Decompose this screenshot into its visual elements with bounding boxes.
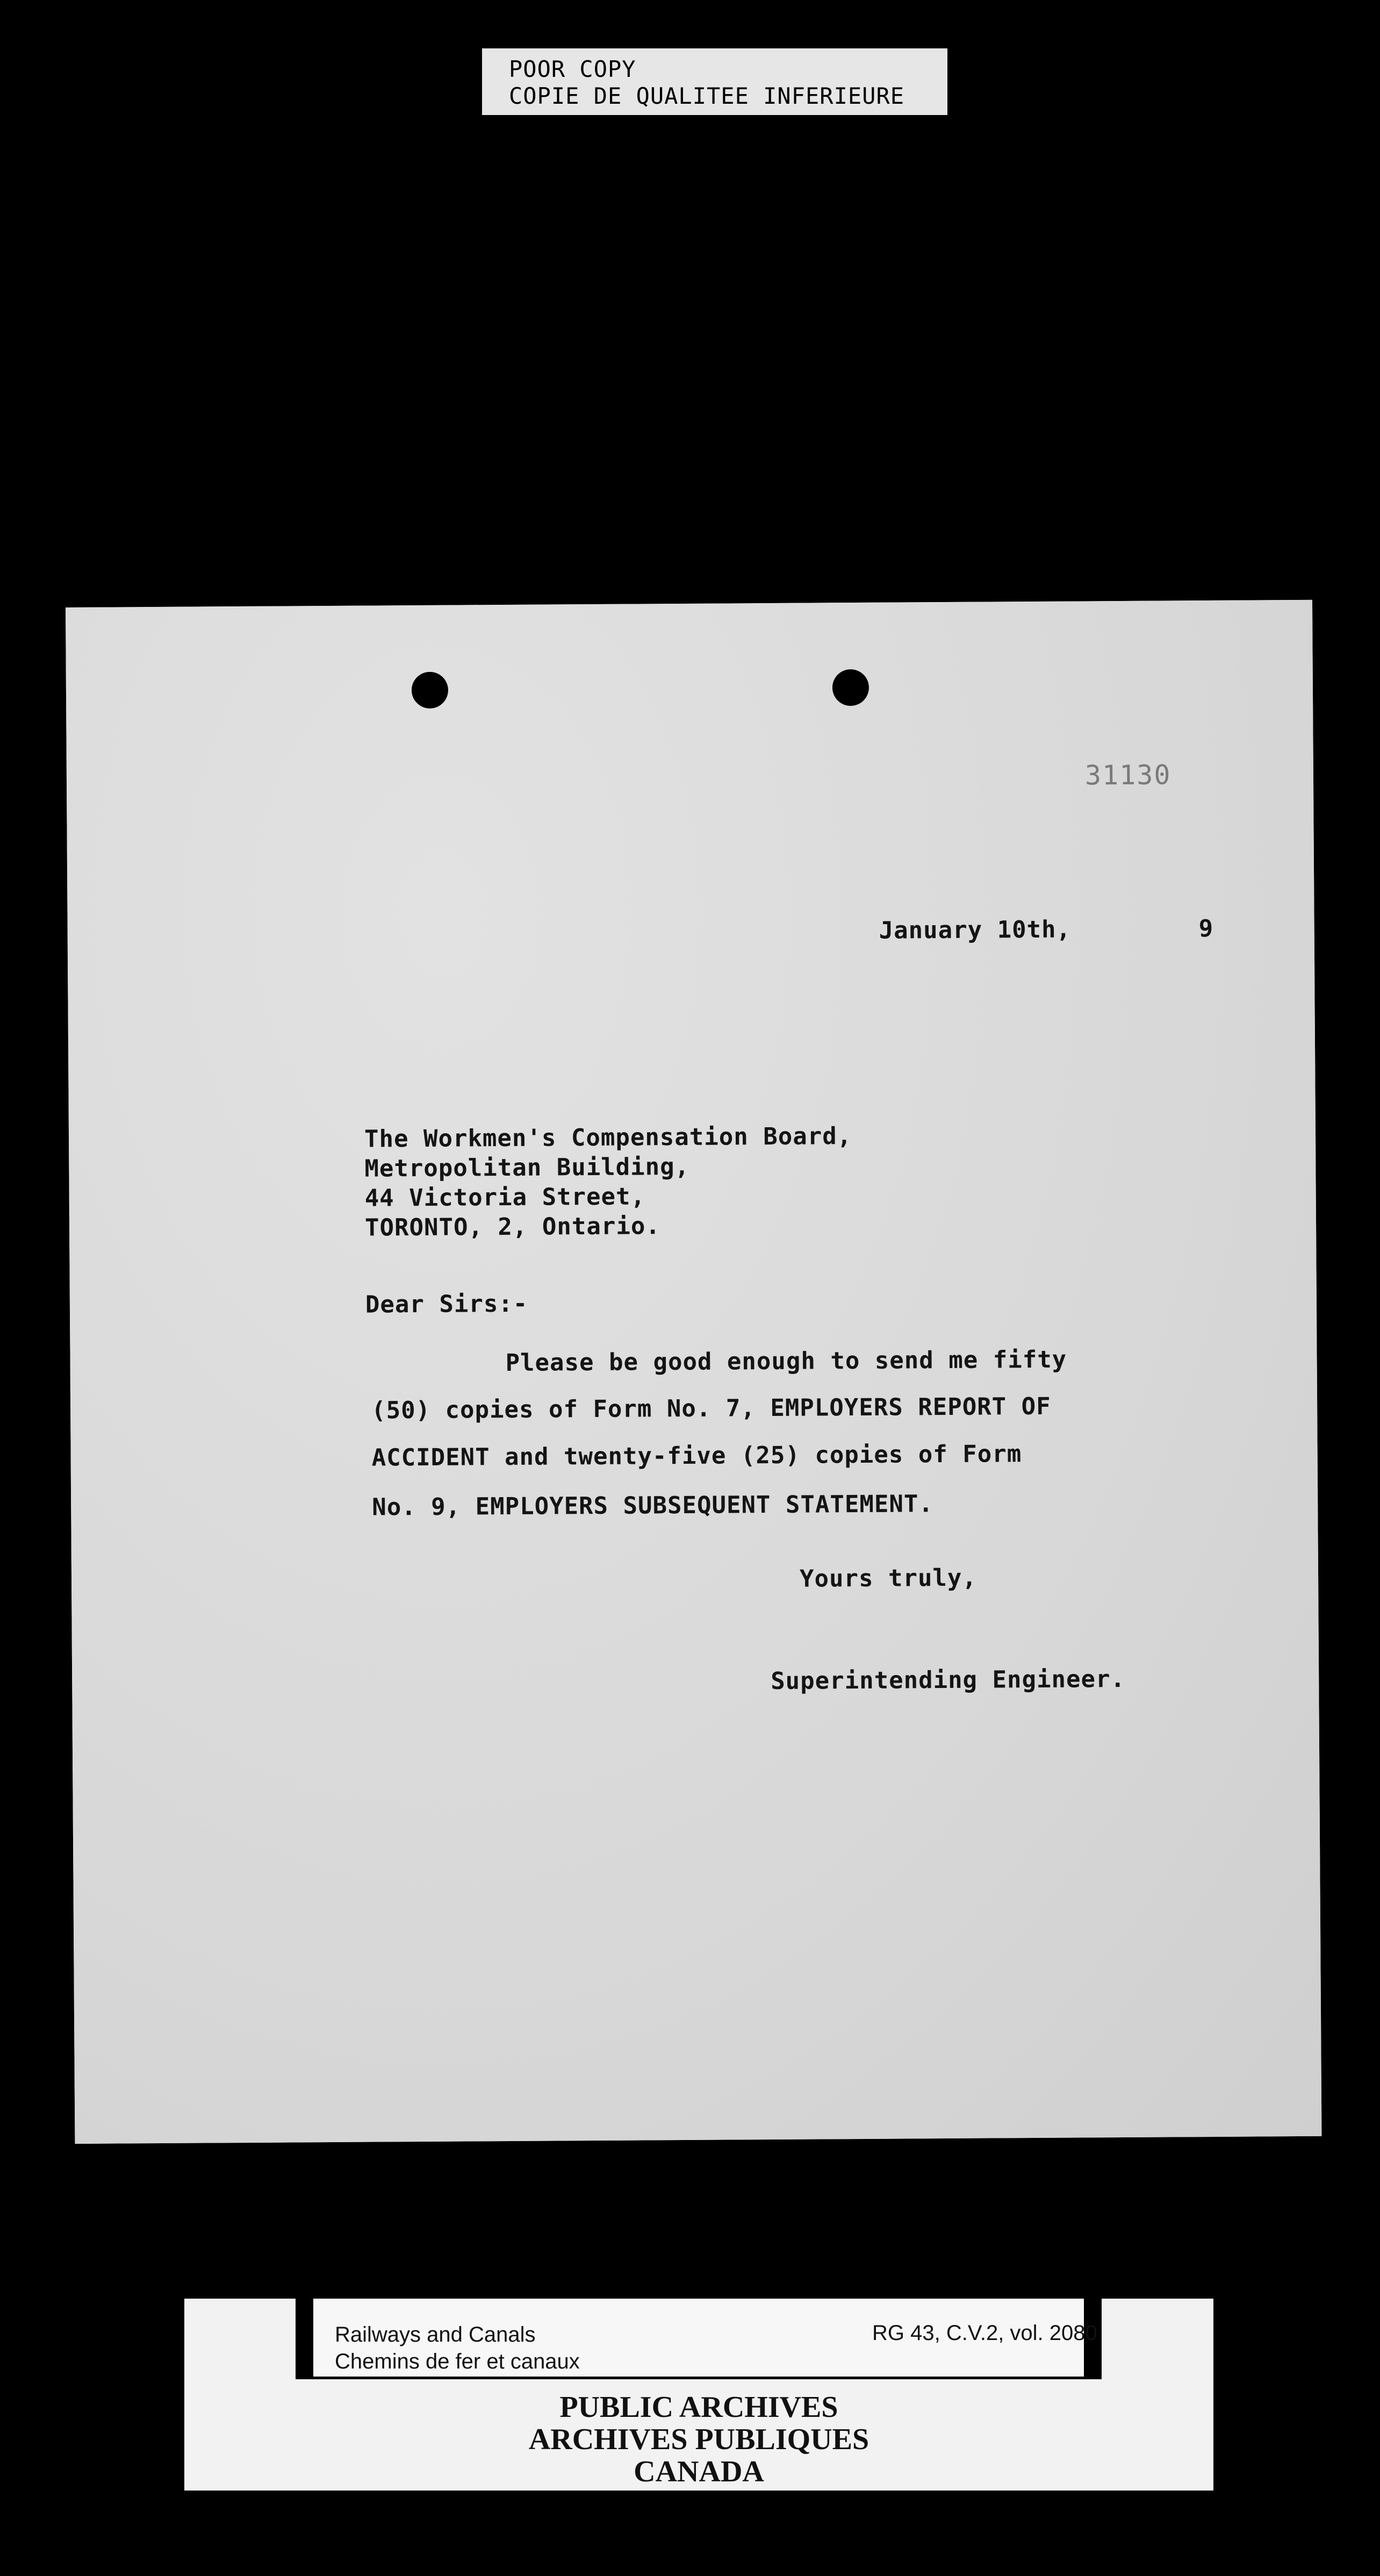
body-line: ACCIDENT and twenty-five (25) copies of Form	[371, 1440, 1022, 1472]
archive-title-line: ARCHIVES PUBLIQUES	[528, 2423, 869, 2456]
archive-series	[335, 2321, 580, 2375]
letter-sheet	[66, 600, 1321, 2144]
stamp-line-fr: COPIE DE QUALITEE INFERIEURE	[509, 83, 905, 109]
punch-hole-right	[832, 669, 869, 706]
closing: Yours truly,	[799, 1564, 978, 1593]
address-line: 44 Victoria Street,	[364, 1183, 646, 1212]
archive-reference-box	[313, 2299, 1097, 2377]
archive-title-line: PUBLIC ARCHIVES	[559, 2391, 838, 2424]
address-line: Metropolitan Building,	[364, 1153, 690, 1183]
address-line: TORONTO, 2, Ontario.	[364, 1212, 661, 1242]
letter-date-digit: 9	[1198, 914, 1214, 943]
file-number: 31130	[1084, 759, 1171, 791]
series-english: Railways and Canals	[335, 2323, 536, 2346]
body-line: (50) copies of Form No. 7, EMPLOYERS REPORT OF	[371, 1392, 1051, 1425]
body-line: No. 9, EMPLOYERS SUBSEQUENT STATEMENT.	[372, 1490, 934, 1521]
poor-copy-stamp	[482, 48, 947, 115]
punch-hole-left	[412, 672, 448, 709]
stamp-line-en: POOR COPY	[509, 56, 636, 82]
archive-label	[184, 2299, 1213, 2491]
archive-reference: RG 43, C.V.2, vol. 2080	[872, 2321, 1097, 2345]
series-french: Chemins de fer et canaux	[335, 2350, 580, 2373]
letter-date: January 10th,	[879, 915, 1072, 944]
salutation: Dear Sirs:-	[365, 1290, 528, 1319]
body-line: Please be good enough to send me fifty	[505, 1346, 1067, 1377]
address-line: The Workmen's Compensation Board,	[364, 1122, 852, 1153]
signature-title: Superintending Engineer.	[771, 1665, 1126, 1695]
archive-title-line: CANADA	[634, 2455, 764, 2488]
recipient-address	[364, 1121, 853, 1243]
archive-title	[184, 2391, 1213, 2488]
